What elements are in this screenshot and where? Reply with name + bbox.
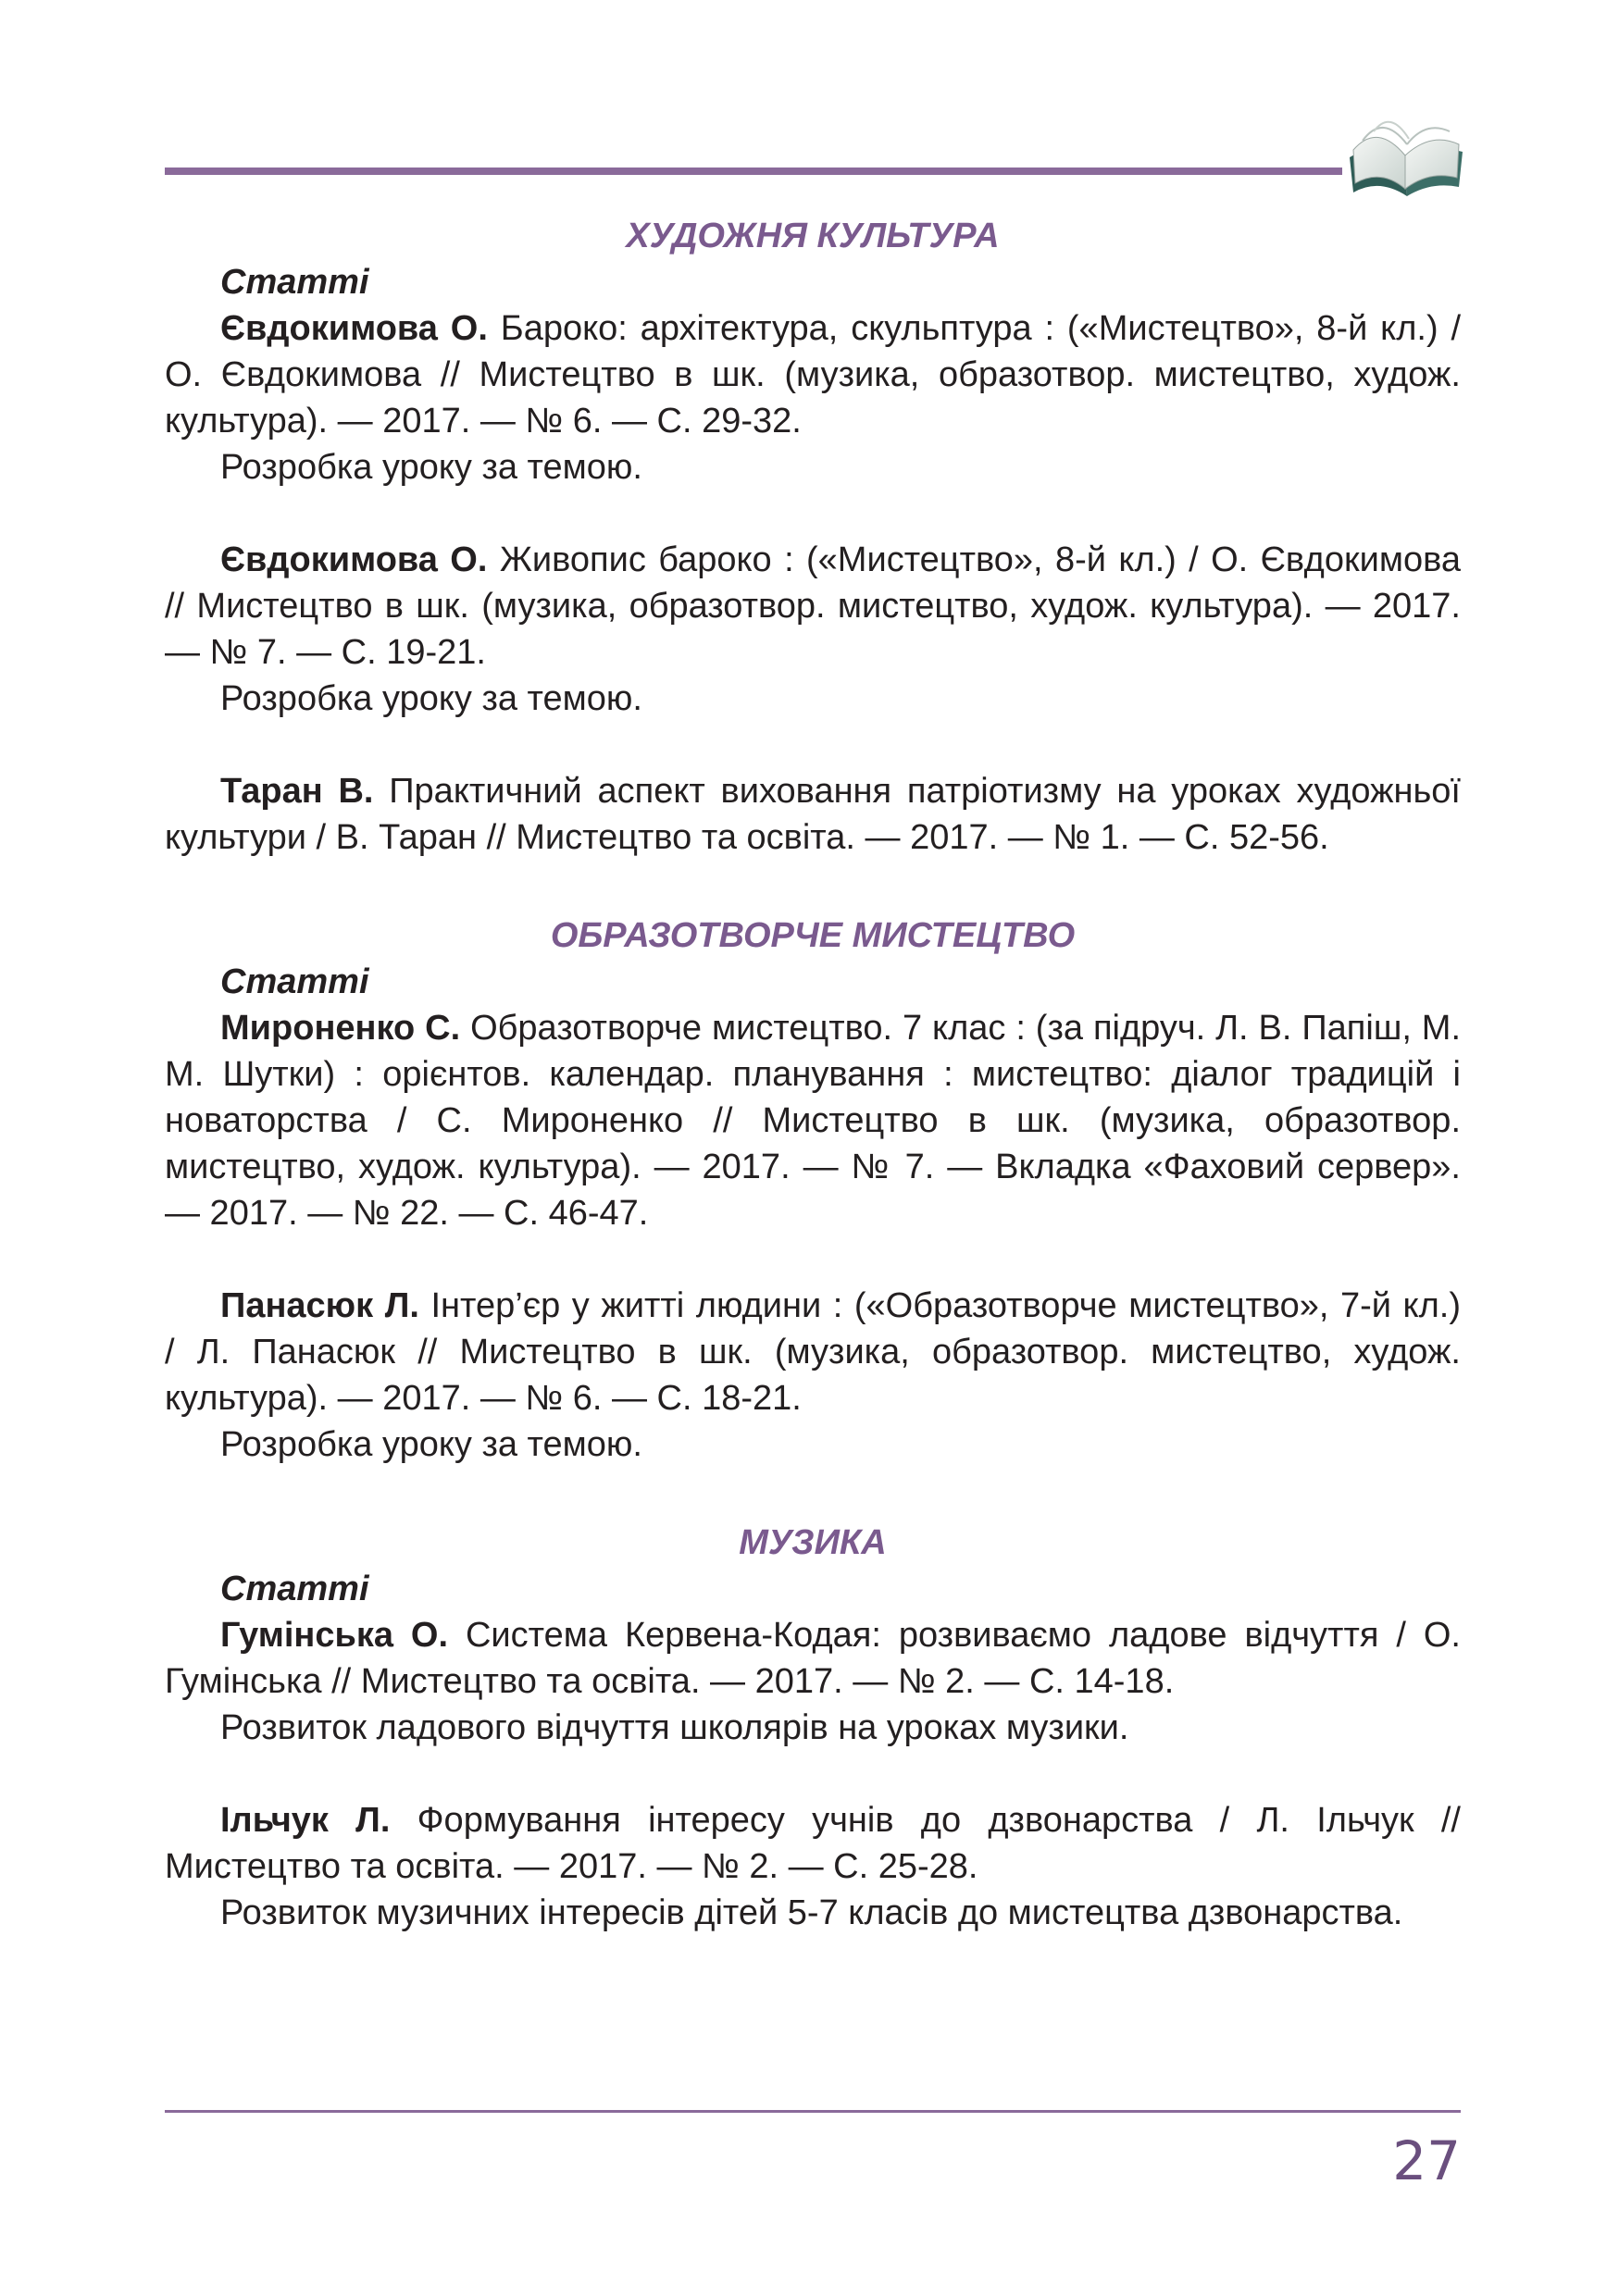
entry-text: Система Кервена-Кодая: розвиваємо ладове відчуття / О. Гумінська // Мистецтво та освіта. — 2017. — № 2. — С. 14-18. [165, 1616, 1461, 1701]
entry-text: Бароко: архітектура, скульптура : («Мистецтво», 8-й кл.) / О. Євдокимова // Мистецтво в шк. (музика, образотвор. мистецтво, худож. культура). — 2017. — № 6. — С. 29-32. [165, 309, 1462, 441]
entry-text: Практичний аспект виховання патріотизму на уроках художньої культури / В. Таран // Мистецтво та освіта. — 2017. — № 1. — С. 52-56. [165, 772, 1461, 857]
entry-citation [165, 1005, 1461, 1236]
open-book-icon [1340, 104, 1470, 205]
entry-citation [165, 305, 1461, 444]
entry-text: Інтер’єр у житті людини : («Образотворче мистецтво», 7-й кл.) / Л. Панасюк // Мистецтво в шк. (музика, образотвор. мистецтво, худож. культура). — 2017. — № 6. — С. 18-21. [165, 1286, 1461, 1418]
entry-note: Розробка уроку за темою. [220, 1425, 642, 1464]
subheading-articles: Статті [220, 263, 369, 302]
entry-citation [165, 1612, 1461, 1705]
entry-note: Розвиток музичних інтересів дітей 5-7 класів до мистецтва дзвонарства. [220, 1893, 1403, 1932]
entry-author: Гумінська О. [220, 1616, 449, 1655]
entry-author: Євдокимова О. [220, 309, 488, 348]
bibliography-entry [165, 1005, 1461, 1236]
entry-note: Розробка уроку за темою. [220, 448, 642, 487]
entry-text: Живопис бароко : («Мистецтво», 8-й кл.) / О. Євдокимова // Мистецтво в шк. (музика, образотвор. мистецтво, худож. культура). — 2017. — № 7. — С. 19-21. [165, 540, 1461, 672]
subheading-articles: Статті [220, 962, 369, 1001]
bibliography-entry [165, 305, 1461, 490]
entry-citation [165, 768, 1461, 861]
entry-citation [165, 1283, 1461, 1421]
bibliography-entry [165, 537, 1461, 722]
entry-author: Мироненко С. [220, 1009, 461, 1048]
entry-author: Євдокимова О. [220, 540, 488, 579]
footer-rule [165, 2110, 1461, 2113]
bibliography-entry [165, 1612, 1461, 1751]
page-number: 27 [1392, 2129, 1461, 2192]
entry-note: Розвиток ладового відчуття школярів на уроках музики. [220, 1708, 1129, 1747]
bibliography-content [165, 213, 1461, 1982]
section-heading-music: МУЗИКА [739, 1523, 887, 1562]
section-heading-art-culture: ХУДОЖНЯ КУЛЬТУРА [626, 217, 1000, 255]
bibliography-entry [165, 1797, 1461, 1936]
bibliography-entry [165, 1283, 1461, 1468]
bibliography-entry [165, 768, 1461, 861]
entry-author: Таран В. [220, 772, 374, 811]
header-rule [165, 168, 1342, 175]
entry-text: Формування інтересу учнів до дзвонарства / Л. Ільчук // Мистецтво та освіта. — 2017. — № 2. — С. 25-28. [165, 1801, 1461, 1886]
subheading-articles: Статті [220, 1570, 369, 1608]
entry-author: Ільчук Л. [220, 1801, 391, 1840]
entry-citation [165, 1797, 1461, 1890]
entry-citation [165, 537, 1461, 676]
entry-author: Панасюк Л. [220, 1286, 419, 1325]
entry-text: Образотворче мистецтво. 7 клас : (за підруч. Л. В. Папіш, М. М. Шутки) : орієнтов. календар. планування : мистецтво: діалог традицій і новаторства / С. Мироненко // Мистецтво в шк. (музика, образотвор. мистецтво, худож. культура). — 2017. — № 7. — Вкладка «Фаховий сервер». — 2017. — № 22. — С. 46-47. [165, 1009, 1462, 1233]
entry-note: Розробка уроку за темою. [220, 679, 642, 718]
section-heading-fine-art: ОБРАЗОТВОРЧЕ МИСТЕЦТВО [550, 916, 1076, 955]
